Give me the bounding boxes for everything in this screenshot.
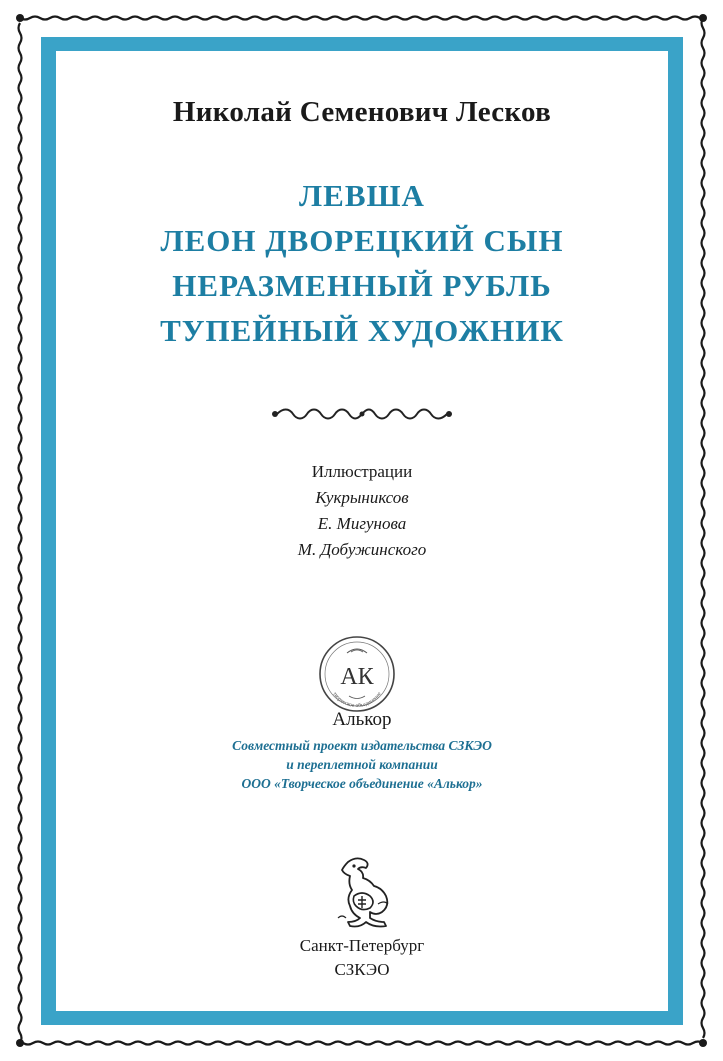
project-note bbox=[56, 736, 668, 793]
logo-name: Алькор bbox=[332, 709, 392, 730]
border-wave bbox=[702, 18, 705, 1038]
blue-frame bbox=[41, 37, 683, 1025]
illustrator-3: М. Добужинского bbox=[297, 540, 427, 559]
alkor-logo bbox=[316, 633, 398, 715]
title-leon: ЛЕОН ДВОРЕЦКИЙ СЫН bbox=[160, 223, 564, 258]
illustrator-1: Кукрыниксов bbox=[315, 488, 409, 507]
imprint-city: Санкт-Петербург bbox=[299, 936, 425, 955]
border-wave bbox=[23, 1042, 703, 1045]
title-ruble: НЕРАЗМЕННЫЙ РУБЛЬ bbox=[172, 268, 552, 303]
logo-arc-text: творческое объединение bbox=[331, 691, 383, 710]
illustrator-2: Е. Мигунова bbox=[317, 514, 407, 533]
author-name: Николай Семенович Лесков bbox=[172, 96, 552, 128]
border-corner-knot bbox=[699, 1039, 707, 1047]
project-line-2: и переплетной компании bbox=[286, 757, 438, 772]
illustrations-block bbox=[56, 459, 668, 563]
dragon-emblem bbox=[330, 856, 394, 930]
title-page-panel bbox=[56, 51, 668, 1011]
logo-monogram: АК bbox=[340, 664, 374, 690]
project-line-3: ООО «Творческое объединение «Алькор» bbox=[241, 776, 483, 791]
imprint bbox=[56, 934, 668, 982]
title-artist: ТУПЕЙНЫЙ ХУДОЖНИК bbox=[160, 313, 564, 348]
border-corner-knot bbox=[16, 1039, 24, 1047]
project-line-1: Совместный проект издательства СЗКЭО bbox=[232, 738, 492, 753]
border-wave bbox=[20, 17, 700, 20]
book-titles bbox=[56, 173, 668, 353]
border-corner-knot bbox=[699, 14, 707, 22]
border-corner-knot bbox=[16, 14, 24, 22]
illustrations-heading: Иллюстрации bbox=[311, 462, 413, 481]
border-wave bbox=[19, 23, 22, 1043]
divider-ornament bbox=[271, 406, 453, 422]
imprint-publisher: СЗКЭО bbox=[334, 960, 390, 979]
title-levsha: ЛЕВША bbox=[299, 178, 425, 213]
